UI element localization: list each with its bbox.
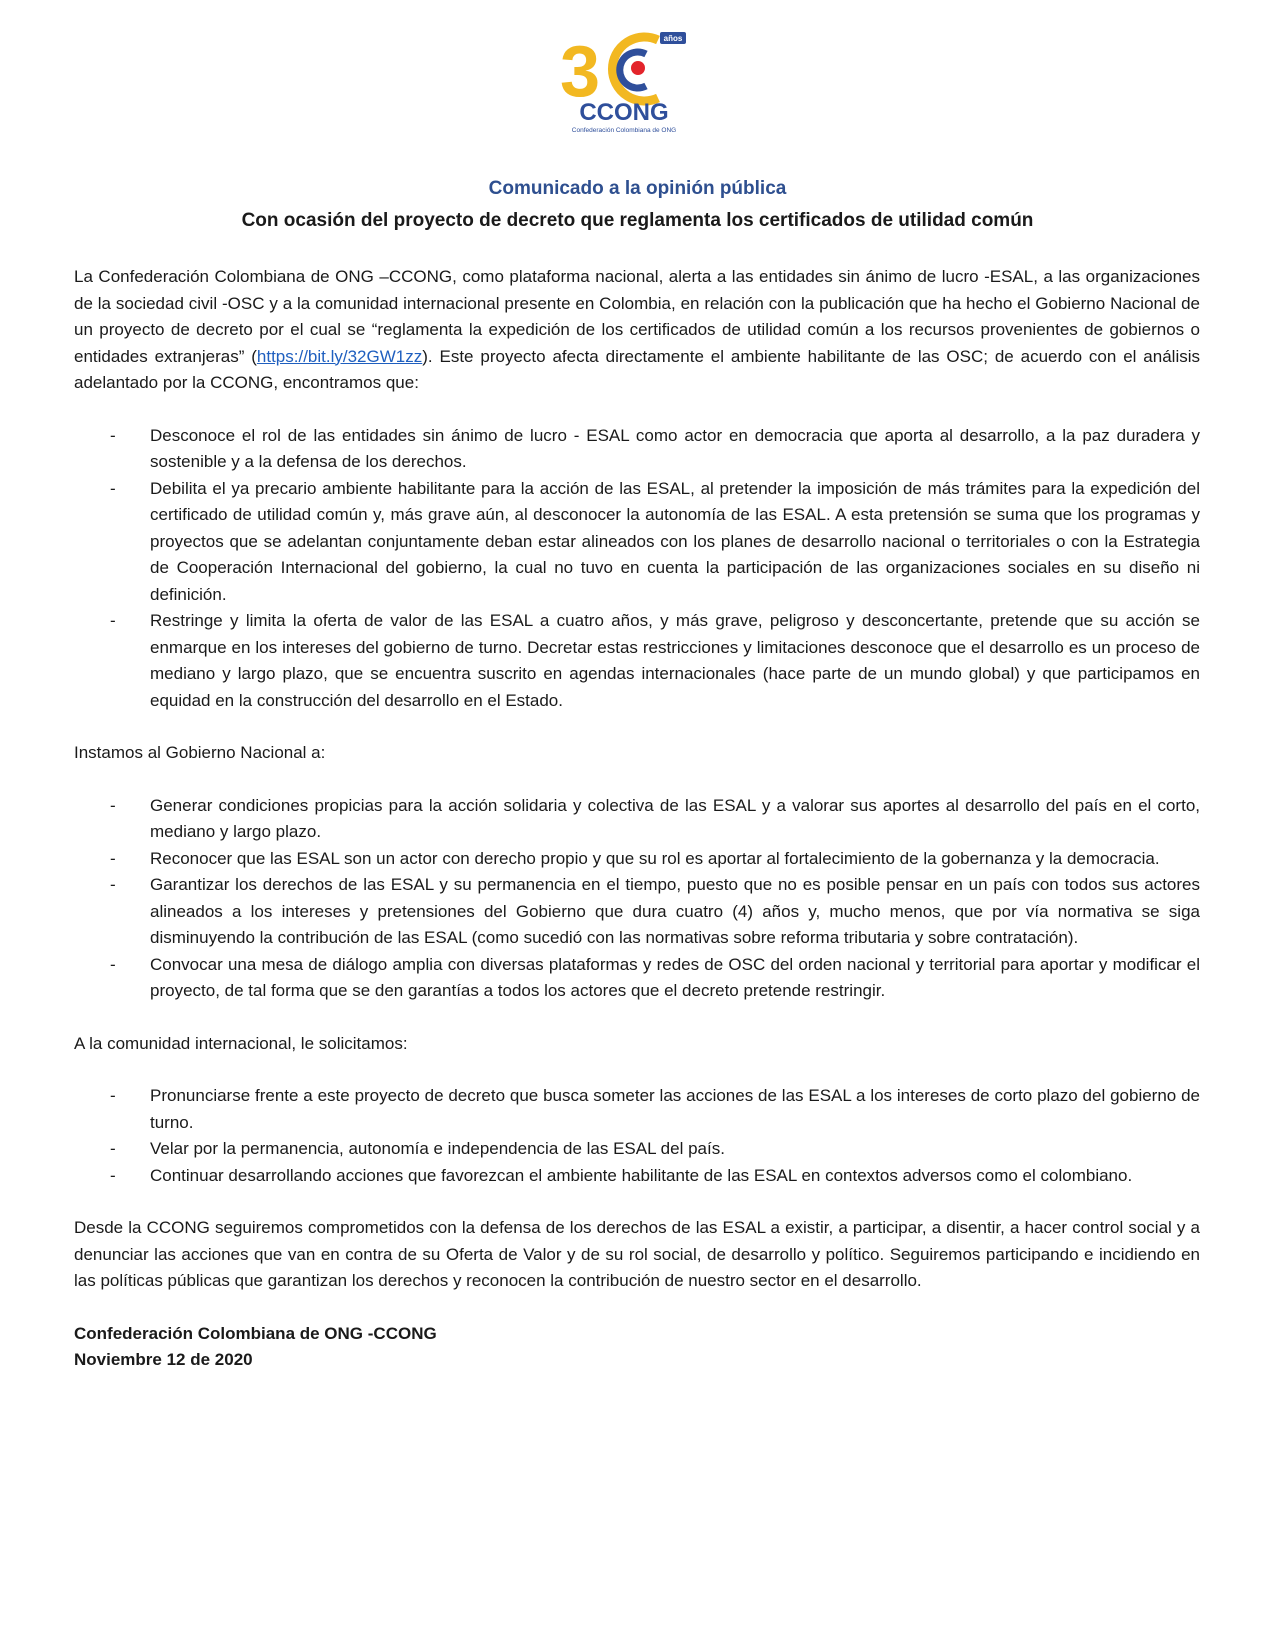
- dash-bullet: -: [110, 1165, 116, 1185]
- signature-block: [74, 1321, 1200, 1374]
- dash-bullet: -: [110, 795, 116, 815]
- intro-text-before-link: La Confederación Colombiana de ONG –CCONG, como plataforma nacional, alerta a las entidades sin ánimo de lucro -ESAL, a las organizaciones de la sociedad civil -OSC y a la comunidad internacional presente en Colombia, en relación con la publicación que ha hecho el Gobierno Nacional de un proyecto de decreto por el cual se “reglamenta la expedición de los certificados de utilidad común a los recursos provenientes de gobiernos o entidades extranjeras” (: [74, 267, 1200, 366]
- intro-text-after-link: ). Este proyecto afecta directamente el ambiente habilitante de las OSC; de acuerdo con el análisis adelantado por la CCONG, encontramos que:: [74, 346, 1200, 392]
- dash-bullet: -: [110, 1139, 116, 1158]
- logo-red-dot: [631, 61, 645, 75]
- signature-date: Noviembre 12 de 2020: [74, 1350, 253, 1369]
- logo-tagline: Confederación Colombiana de ONG: [571, 127, 677, 134]
- finding-text: Desconoce el rol de las entidades sin ánimo de lucro - ESAL como actor en democracia que aporta al desarrollo, a la paz duradera y sostenible y a la defensa de los derechos.: [150, 425, 1200, 471]
- international-request-text: Velar por la permanencia, autonomía e independencia de las ESAL del país.: [150, 1139, 725, 1158]
- international-requests-list: [74, 1083, 1200, 1189]
- government-requests-list: [74, 793, 1200, 1005]
- list-item: [74, 952, 1200, 1005]
- logo-acronym: CCONG: [579, 99, 669, 126]
- list-item: [74, 423, 1200, 476]
- document-body: [74, 264, 1200, 1374]
- decree-link[interactable]: https://bit.ly/32GW1zz: [256, 346, 423, 366]
- dash-bullet: -: [110, 1086, 116, 1105]
- finding-text: Restringe y limita la oferta de valor de las ESAL a cuatro años, y más grave, peligroso y desconcertante, pretende que su acción se enmarque en los intereses del gobierno de turno. Decretar estas restricciones y limitaciones desconoce que el desarrollo es un proceso de mediano y largo plazo, que se encuentra suscrito en agendas internacionales (hace parte de un mundo global) y que participamos en equidad en la construcción del desarrollo en el Estado.: [150, 611, 1200, 710]
- ccong-logo-graphic: [560, 28, 710, 143]
- list-item: [74, 793, 1200, 846]
- findings-list: [74, 423, 1200, 715]
- dash-bullet: -: [110, 425, 116, 445]
- dash-bullet: -: [110, 875, 116, 894]
- dash-bullet: -: [110, 611, 116, 630]
- dash-bullet: -: [110, 954, 116, 974]
- signature-org: Confederación Colombiana de ONG -CCONG: [74, 1323, 437, 1343]
- closing-paragraph: Desde la CCONG seguiremos comprometidos con la defensa de los derechos de las ESAL a existir, a participar, a disentir, a hacer control social y a denunciar las acciones que van en contra de su Oferta de Valor y de su rol social, de desarrollo y político. Seguiremos participando e incidiendo en las políticas públicas que garantizan los derechos y reconocen la contribución de nuestro sector en el desarrollo.: [74, 1218, 1200, 1290]
- government-request-text: Convocar una mesa de diálogo amplia con diversas plataformas y redes de OSC del orden nacional y territorial para aportar y modificar el proyecto, de tal forma que se den garantías a todos los actores que el decreto pretende restringir.: [150, 954, 1200, 1000]
- document-title: Comunicado a la opinión pública: [488, 178, 787, 199]
- government-intro: Instamos al Gobierno Nacional a:: [74, 743, 326, 762]
- international-intro: A la comunidad internacional, le solicitamos:: [74, 1033, 408, 1053]
- logo-number: 3: [560, 32, 601, 112]
- list-item: [74, 846, 1200, 873]
- list-item: [74, 1163, 1200, 1190]
- list-item: [74, 476, 1200, 609]
- list-item: [74, 872, 1200, 952]
- finding-text: Debilita el ya precario ambiente habilitante para la acción de las ESAL, al pretender la imposición de más trámites para la expedición del certificado de utilidad común y, más grave aún, al desconocer la autonomía de las ESAL. A esta pretensión se suma que los programas y proyectos que se adelantan conjuntamente deban estar alineados con los planes de desarrollo nacional o territoriales o con la Estrategia de Cooperación Internacional del gobierno, la cual no tuvo en cuenta la participación de las organizaciones sociales en su diseño ni definición.: [150, 478, 1200, 604]
- government-request-text: Garantizar los derechos de las ESAL y su permanencia en el tiempo, puesto que no es posible pensar en un país con todos sus actores alineados a los intereses y pretensiones del Gobierno que dura cuatro (4) años y, mucho menos, que por vía normativa se siga disminuyendo la contribución de las ESAL (como sucedió con las normativas sobre reforma tributaria y sobre contratación).: [150, 875, 1200, 947]
- intro-paragraph: [74, 264, 1200, 397]
- government-request-text: Generar condiciones propicias para la acción solidaria y colectiva de las ESAL y a valorar sus aportes al desarrollo del país en el corto, mediano y largo plazo.: [150, 795, 1200, 841]
- international-request-text: Pronunciarse frente a este proyecto de decreto que busca someter las acciones de las ESAL a los intereses de corto plazo del gobierno de turno.: [150, 1086, 1200, 1132]
- logo-anos-badge: años: [663, 34, 683, 43]
- government-request-text: Reconocer que las ESAL son un actor con derecho propio y que su rol es aportar al fortalecimiento de la gobernanza y la democracia.: [150, 848, 1160, 868]
- dash-bullet: -: [110, 848, 116, 868]
- ccong-logo: [560, 28, 710, 143]
- list-item: [74, 608, 1200, 714]
- list-item: [74, 1136, 1200, 1163]
- international-request-text: Continuar desarrollando acciones que favorezcan el ambiente habilitante de las ESAL en contextos adversos como el colombiano.: [150, 1165, 1133, 1185]
- dash-bullet: -: [110, 478, 116, 498]
- list-item: [74, 1083, 1200, 1136]
- document-subtitle: Con ocasión del proyecto de decreto que reglamenta los certificados de utilidad común: [241, 210, 1034, 231]
